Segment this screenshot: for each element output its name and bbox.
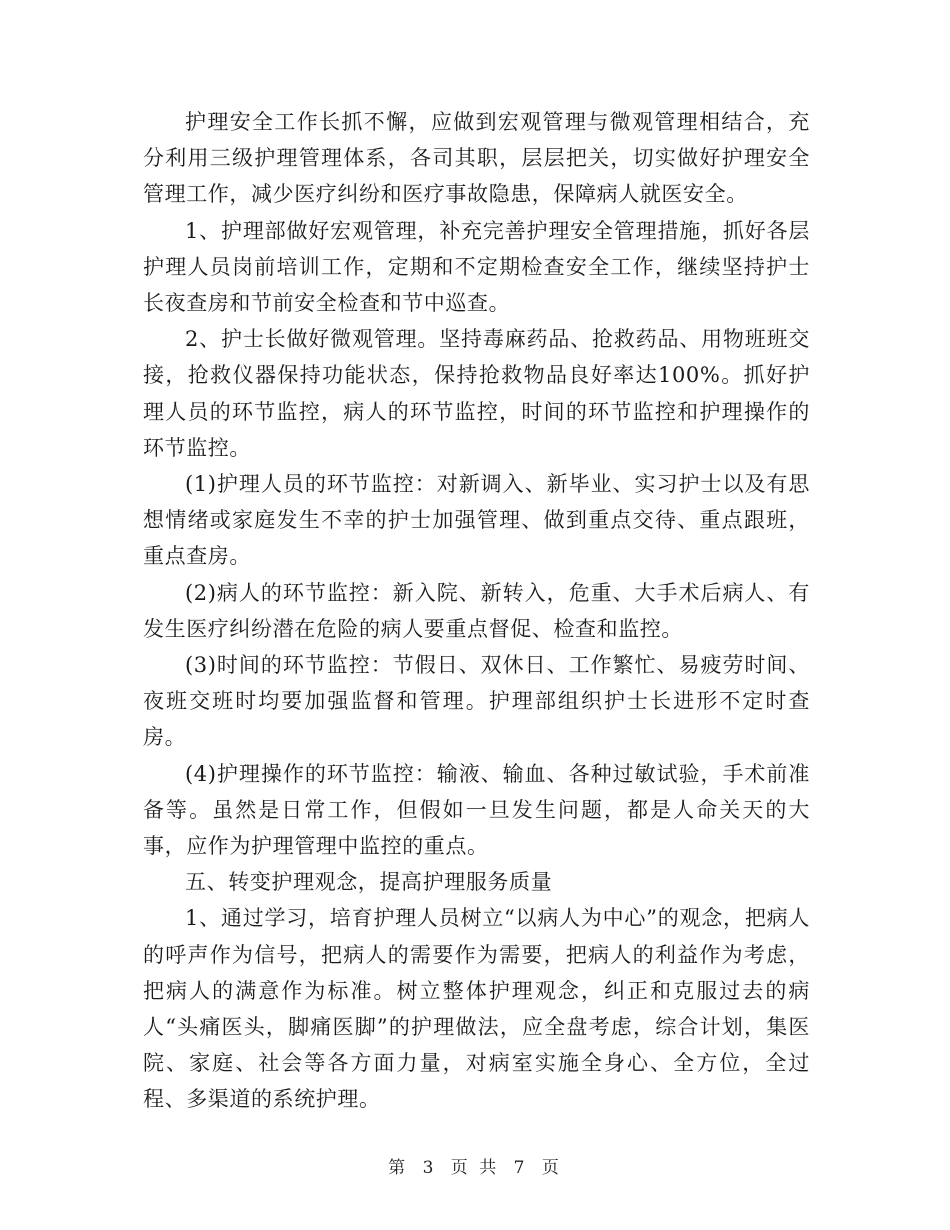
paragraph-macro-management: 1、护理部做好宏观管理，补充完善护理安全管理措施，抓好各层护理人员岗前培训工作，定期和不定期检查安全工作，继续坚持护士长夜查房和节前安全检查和节中巡查。 [143,218,810,316]
footer-middle: 页 共 [450,1158,500,1178]
paragraph-micro-management: 2、护士长做好微观管理。坚持毒麻药品、抢救药品、用物班班交接，抢救仪器保持功能状态，保持抢救物品良好率达100%。抓好护理人员的环节监控，病人的环节监控，时间的环节监控和护理操作的环节监控。 [143,327,810,460]
footer-prefix: 第 [388,1158,409,1178]
paragraph-time-monitoring: (3)时间的环节监控：节假日、双休日、工作繁忙、易疲劳时间、夜班交班时均要加强监督和管理。护理部组织护士长进形不定时查房。 [143,653,810,750]
paragraph-operation-monitoring: (4)护理操作的环节监控：输液、输血、各种过敏试验，手术前准备等。虽然是日常工作，但假如一旦发生问题，都是人命关天的大事，应作为护理管理中监控的重点。 [143,761,810,859]
paragraph-safety-intro: 护理安全工作长抓不懈，应做到宏观管理与微观管理相结合，充分利用三级护理管理体系，各司其职，层层把关，切实做好护理安全管理工作，减少医疗纠纷和医疗事故隐患，保障病人就医安全。 [143,110,810,207]
section-heading-five: 五、转变护理观念，提高护理服务质量 [185,870,553,895]
paragraph-patient-monitoring: (2)病人的环节监控：新入院、新转入，危重、大手术后病人、有发生医疗纠纷潜在危险的病人要重点督促、检查和监控。 [143,580,810,641]
footer-page-number: 3 [422,1158,437,1178]
footer-total-pages: 7 [513,1158,528,1178]
paragraph-staff-monitoring: (1)护理人员的环节监控：对新调入、新毕业、实习护士以及有思想情绪或家庭发生不幸的护士加强管理、做到重点交待、重点跟班，重点查房。 [143,472,810,569]
footer-suffix: 页 [541,1158,562,1178]
paragraph-patient-centered: 1、通过学习，培育护理人员树立“以病人为中心”的观念，把病人的呼声作为信号，把病人的需要作为需要，把病人的利益作为考虑，把病人的满意作为标准。树立整体护理观念，纠正和克服过去的病人“头痛医头，脚痛医脚”的护理做法，应全盘考虑，综合计划，集医院、家庭、社会等各方面力量，对病室实施全身心、全方位，全过程、多渠道的系统护理。 [143,906,810,1112]
page-footer [0,1153,950,1178]
document-body [143,104,810,1118]
